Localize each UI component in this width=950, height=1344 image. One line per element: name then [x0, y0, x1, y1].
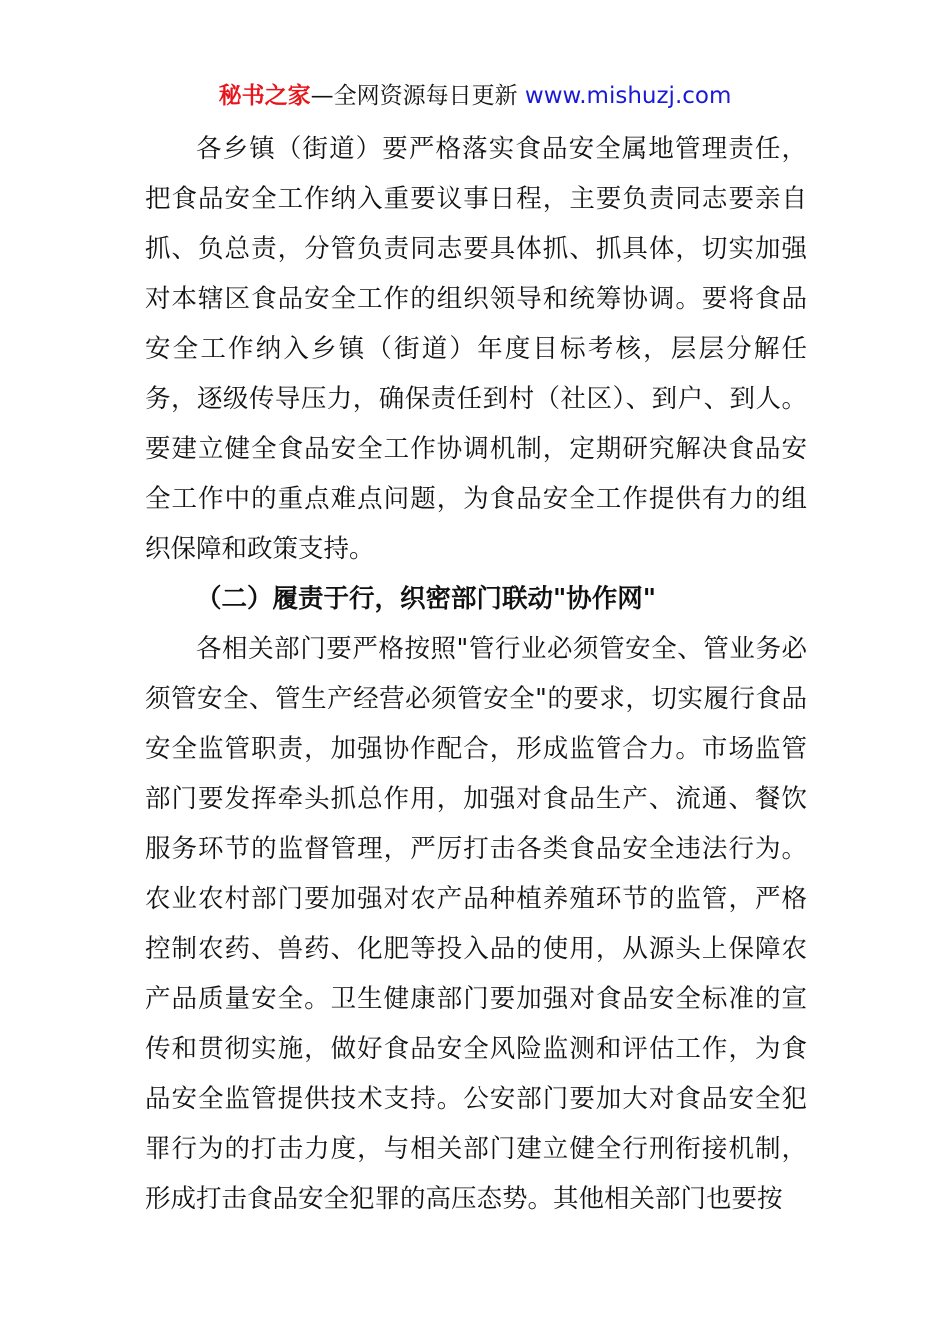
paragraph-1: 各乡镇（街道）要严格落实食品安全属地管理责任，把食品安全工作纳入重要议事日程，主要负责同志要亲自抓、负总责，分管负责同志要具体抓、抓具体，切实加强对本辖区食品安全工作的组织领导和统筹协调。要将食品安全工作纳入乡镇（街道）年度目标考核，层层分解任务，逐级传导压力，确保责任到村（社区）、到户、到人。要建立健全食品安全工作协调机制，定期研究解决食品安全工作中的重点难点问题，为食品安全工作提供有力的组织保障和政策支持。 [145, 134, 807, 564]
paragraph-2: 各相关部门要严格按照"管行业必须管安全、管业务必须管安全、管生产经营必须管安全"的要求，切实履行食品安全监管职责，加强协作配合，形成监管合力。市场监管部门要发挥牵头抓总作用，加强对食品生产、流通、餐饮服务环节的监督管理，严厉打击各类食品安全违法行为。农业农村部门要加强对农产品种植养殖环节的监管，严格控制农药、兽药、化肥等投入品的使用，从源头上保障农产品质量安全。卫生健康部门要加强对食品安全标准的宣传和贯彻实施，做好食品安全风险监测和评估工作，为食品安全监管提供技术支持。公安部门要加大对食品安全犯罪行为的打击力度，与相关部门建立健全行刑衔接机制，形成打击食品安全犯罪的高压态势。其他相关部门也要按 [145, 634, 807, 1214]
brand-name: 秘书之家 [218, 83, 311, 109]
document-body [145, 124, 807, 1224]
site-header [0, 80, 950, 112]
section-heading-2: （二）履责于行，织密部门联动"协作网" [196, 584, 657, 614]
site-url-link[interactable]: www.mishuzj.com [524, 83, 732, 109]
header-tagline: —全网资源每日更新 [310, 83, 518, 109]
